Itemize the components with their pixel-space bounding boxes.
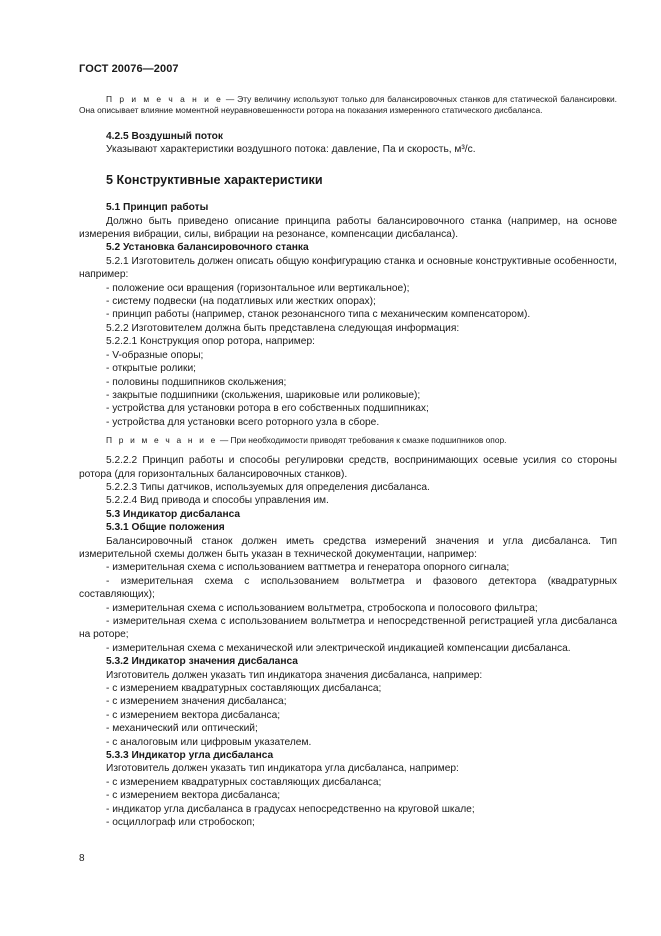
section-heading-5-3-3: 5.3.3 Индикатор угла дисбаланса [106,750,274,762]
list-item: - с измерением вектора дисбаланса; [106,790,281,802]
note-text: — Эту величину используют только для балансировочных станков для статической балансировки. Она описывает влияние моментной неуравновешенности ротора на показания измеренного статического дисбаланса. [79,94,617,115]
paragraph-5-1: Должно быть приведено описание принципа работы балансировочного станка (например, на основе измерения вибрации, силы, вибрации на резонансе, компенсации дисбаланса). [79,215,617,241]
list-item: - измерительная схема с механической или электрической индикацией компенсации дисбаланса. [106,642,571,654]
section-heading-5-2: 5.2 Установка балансировочного станка [106,242,309,254]
list-item: - V-образные опоры; [106,349,204,361]
section-heading-5-3-1: 5.3.1 Общие положения [106,522,225,534]
section-heading-5-1: 5.1 Принцип работы [106,202,209,214]
note-paragraph [79,435,617,446]
note-label: П р и м е ч а н и е [106,94,223,104]
paragraph-5-2-1: 5.2.1 Изготовитель должен описать общую конфигурацию станка и основные конструктивные особенности, например: [79,255,617,281]
list-5-2-2-1 [79,349,617,429]
list-item: - индикатор угла дисбаланса в градусах непосредственно на круговой шкале; [106,803,475,815]
list-5-2-1 [79,282,617,322]
list-item: - систему подвески (на податливых или жестких опорах); [106,296,376,308]
list-item: - половины подшипников скольжения; [106,376,287,388]
list-item: - с измерением значения дисбаланса; [106,696,287,708]
list-item: - с измерением квадратурных составляющих дисбаланса; [106,776,382,788]
list-item: - принцип работы (например, станок резонансного типа с механическим компенсатором). [106,309,531,321]
note-paragraph [79,94,617,116]
note-text: — При необходимости приводят требования к смазке подшипников опор. [217,435,507,446]
list-item: - осциллограф или стробоскоп; [106,817,255,829]
section-heading-4-2-5: 4.2.5 Воздушный поток [106,131,223,142]
section-heading-5-3: 5.3 Индикатор дисбаланса [106,508,241,520]
list-5-3-3 [79,776,617,830]
list-item: - с аналоговым или цифровым указателем. [106,736,312,748]
page-number: 8 [79,853,85,864]
list-item: - положение оси вращения (горизонтальное или вертикальное); [106,282,410,294]
list-item: - измерительная схема с использованием вольтметра, стробоскопа и полосового фильтра; [106,602,538,614]
list-item: - устройства для установки ротора в его собственных подшипниках; [106,403,429,415]
list-item: - закрытые подшипники (скольжения, шариковые или роликовые); [106,389,421,401]
list-item: - измерительная схема с использованием вольтметра и фазового детектора (квадратурных составляющих); [79,575,617,601]
note-label: П р и м е ч а н и е [106,435,218,446]
paragraph-5-2-2-1: 5.2.2.1 Конструкция опор ротора, например: [106,336,315,348]
paragraph-5-3-1: Балансировочный станок должен иметь средства измерений значения и угла дисбаланса. Тип измерительной схемы должен быть указан в технической документации, например: [79,535,617,560]
section-heading-5-3-2: 5.3.2 Индикатор значения дисбаланса [106,656,298,668]
list-item: - с измерением квадратурных составляющих дисбаланса; [106,683,382,695]
list-item: - с измерением вектора дисбаланса; [106,709,281,721]
list-item: - механический или оптический; [106,723,258,735]
document-body [79,94,617,830]
document-header: ГОСТ 20076—2007 [79,63,179,75]
list-5-3-1 [79,561,617,655]
list-item: - измерительная схема с использованием вольтметра и непосредственной регистрацией угла дисбаланса на роторе; [79,616,617,641]
paragraph-5-3-2: Изготовитель должен указать тип индикатора значения дисбаланса, например: [106,669,483,681]
chapter-heading-5: 5 Конструктивные характеристики [106,172,323,187]
list-item: - измерительная схема с использованием ваттметра и генератора опорного сигнала; [106,562,510,574]
paragraph-5-3-3: Изготовитель должен указать тип индикатора угла дисбаланса, например: [106,763,459,775]
list-item: - устройства для установки всего роторного узла в сборе. [106,416,380,428]
list-5-3-2 [79,682,617,749]
paragraph-5-2-2-4: 5.2.2.4 Вид привода и способы управления им. [106,495,329,507]
paragraph-5-2-2: 5.2.2 Изготовителем должна быть представлена следующая информация: [106,322,460,334]
paragraph-5-2-2-2: 5.2.2.2 Принцип работы и способы регулировки средств, воспринимающих осевые усилия со стороны ротора (для горизонтальных балансировочных станков). [79,455,617,480]
paragraph-4-2-5: Указывают характеристики воздушного потока: давление, Па и скорость, м³/с. [106,144,476,156]
list-item: - открытые ролики; [106,363,196,375]
paragraph-5-2-2-3: 5.2.2.3 Типы датчиков, используемых для определения дисбаланса. [106,481,430,493]
